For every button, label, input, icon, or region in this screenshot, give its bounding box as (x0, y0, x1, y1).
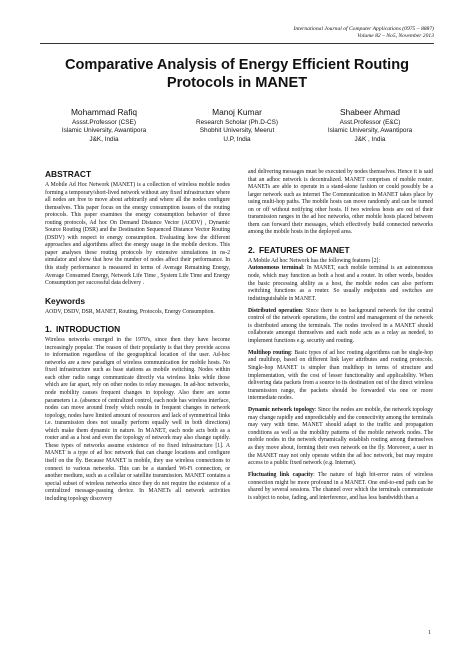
paper-title (40, 56, 434, 92)
author-role: Research Scholar (Ph.D-CS) (195, 118, 279, 126)
author-location: U.P, India (223, 135, 251, 143)
author-name: Manoj Kumar (212, 107, 262, 117)
author-affiliation: Islamic University, Awantipora (327, 127, 413, 135)
journal-volume: Volume 82 – No5, November 2013 (357, 33, 434, 39)
feature-term: Multihop routing (248, 349, 291, 356)
section-title: FEATURES OF MANET (259, 244, 350, 255)
title-line-1: Comparative Analysis of Energy Efficient Routing (64, 57, 410, 73)
section-heading-features (248, 245, 433, 255)
section-heading-introduction (45, 324, 230, 334)
author-name: Shabeer Ahmad (339, 107, 401, 117)
title-line-2: Protocols in MANET (166, 75, 308, 91)
feature-text: : Since there is no background network for the central control of the network operations, the control and management of the network is distributed among the terminals. The nodes involved in a MANET should collaborate amongst themselves and each node acts as a relay as needed, to implement functions e.g. security and routing. (248, 307, 433, 344)
author-affiliation: Shobhit University, Meerut (199, 127, 275, 135)
author-role: Assst.Professor (CSE) (72, 118, 136, 126)
feature-distributed-operation (248, 308, 433, 346)
feature-multihop-routing (248, 350, 433, 403)
author-3 (306, 107, 434, 144)
keywords-heading: Keywords (45, 295, 86, 306)
author-1 (40, 107, 168, 144)
header-rule (40, 43, 434, 44)
author-affiliation: Islamic University, Awantipora (61, 127, 147, 135)
feature-fluctuating-link-capacity (248, 472, 433, 502)
feature-text: : Since the nodes are mobile, the network topology may change rapidly and unpredictably and the connectivity among the terminals may vary with time. MANET should adapt to the traffic and propagation conditions as well as the mobility patterns of the mobile network nodes. The mobile nodes in the network dynamically establish routing among themselves as they move about, forming their own network on the fly. Moreover, a user in the MANET may not only operate within the ad hoc network, but may require access to a public fixed network (e.g. Internet). (248, 407, 433, 467)
right-column (248, 169, 433, 507)
feature-text: : Basic types of ad hoc routing algorithms can be single-hop and multihop, based on different link layer attributes and routing protocols. Single-hop MANET is simpler than multihop in terms of structure and implementation, with the cost of lesser functionality and applicability. When delivering data packets from a source to its destination out of the direct wireless transmission range, the packets should be forwarded via one or more intermediate nodes. (248, 349, 433, 402)
feature-text: : In MANET, each mobile terminal is an autonomous node, which may function as both a host and a router. In other words, besides the basic processing ability as a host, the mobile nodes can also perform switching functions as a router. So usually endpoints and switches are indistinguishable in MANET. (248, 265, 434, 302)
page-number: 1 (428, 630, 431, 636)
feature-text: : The nature of high bit-error rates of wireless connection might be more profound in a MANET. One end-to-end path can be shared by several sessions. The channel over which the terminals communicate is subject to noise, fading, and interference, and has less bandwidth than a (248, 472, 433, 501)
section-number: 1. (45, 324, 52, 335)
author-2 (173, 107, 301, 144)
author-role: Asst.Professor (E&C) (339, 118, 401, 126)
features-intro: A Mobile Ad hoc Network has the following features [2]: (248, 257, 381, 264)
author-location: J&K , India (354, 135, 386, 143)
author-name: Mohammad Rafiq (70, 107, 138, 117)
author-block (40, 107, 434, 144)
abstract-text: A Mobile Ad Hoc Network (MANET) is a collection of wireless mobile nodes forming a temporary/short-lived network without any fixed infrastructure where all nodes are free to move about arbitrarily and where all the nodes configure themselves. This paper focus on the energy consumption issues of the routing protocols. This paper examines the energy consumption behavior of three routing protocols, Ad hoc On Demand Distance Vector (AODV) , Dynamic Source Routing (DSR) and the Destination Sequenced Distance Vector Routing (DSDV) with respect to energy consumption. Evaluating how the different approaches and algorithms affect the energy usage in the mobile devices. This paper analyses these routing protocols by extensive simulations in ns-2 simulator and show that how the number of nodes affect their performance. In this study performance is measured in terms of Average Remaining Energy, Average Consumed Energy, Network Life Time , System Life Time and Energy Consumption per successful data delivery . (45, 182, 230, 287)
introduction-text: Wireless networks emerged in the 1970's, since then they have become increasingly popular. The reason of their popularity is that they provide access to information regardless of the geographical location of the user. Ad-hoc networks are a new paradigm of wireless communication for mobile hosts. No fixed infrastructure such as base stations as mobile switching. Nodes within each other radio range communicate directly via wireless links while those which are far apart, rely on other nodes to relay messages. In ad-hoc networks, node mobility causes frequent changes in topology. Also there are some parameters i.e. (absence of centralized control, each node has wireless interface, nodes can move around freely which results in frequent changes in network topology, nodes have limited amount of resources and lack of symmetrical links i.e. transmission does not usually perform equally well in both directions) which make them dynamic in nature. In MANET, each node acts both as a router and as a host and even the topology of network may also change rapidly. These types of networks assume existence of no fixed infrastructure [1]. A MANET is a type of ad hoc network that can change locations and configure itself on the fly. Because MANET is mobile, they use wireless connections to connect to various networks. This can be a standard Wi-Fi connection, or another medium, such as a cellular or satellite transmission. MANET contains a special subset of wireless networks since they do not require the existence of a centralized message-passing device. In MANETs all network activities including topology discovery (45, 337, 230, 502)
feature-term: Fluctuating link capacity (248, 472, 314, 479)
author-location: J&K, India (89, 135, 119, 143)
introduction-continued-text: and delivering messages must be executed by nodes themselves. Hence it is said that an adhoc network is decentralized. MANET comprises of mobile router. MANETs are able to operate in a stand-alone fashion or could possibly be a larger network such as internet The Communication in MANET takes place by using multi-hop paths. The mobile hosts can move randomly and can be turned on or off without notifying other hosts. If two wireless hosts are out of their transmission ranges in the ad hoc networks, other mobile hosts placed between them can forward their messages, which effectively build connected networks among the mobile hosts in the deployed area. (248, 169, 433, 236)
feature-autonomous-terminal (248, 265, 433, 303)
journal-header (293, 26, 434, 40)
journal-name: International Journal of Computer Applications (0975 – 8887) (293, 26, 434, 32)
left-column (45, 169, 230, 508)
feature-dynamic-network-topology (248, 407, 433, 467)
section-title: INTRODUCTION (56, 324, 121, 335)
feature-term: Autonomous terminal (248, 265, 303, 272)
keywords-text: AODV, DSDV, DSR, MANET, Routing, Protocols, Energy Consumption. (45, 308, 215, 315)
feature-term: Dynamic network topology (248, 407, 315, 414)
feature-term: Distributed operation (248, 307, 302, 314)
section-number: 2. (248, 244, 255, 255)
abstract-heading: ABSTRACT (45, 169, 92, 179)
